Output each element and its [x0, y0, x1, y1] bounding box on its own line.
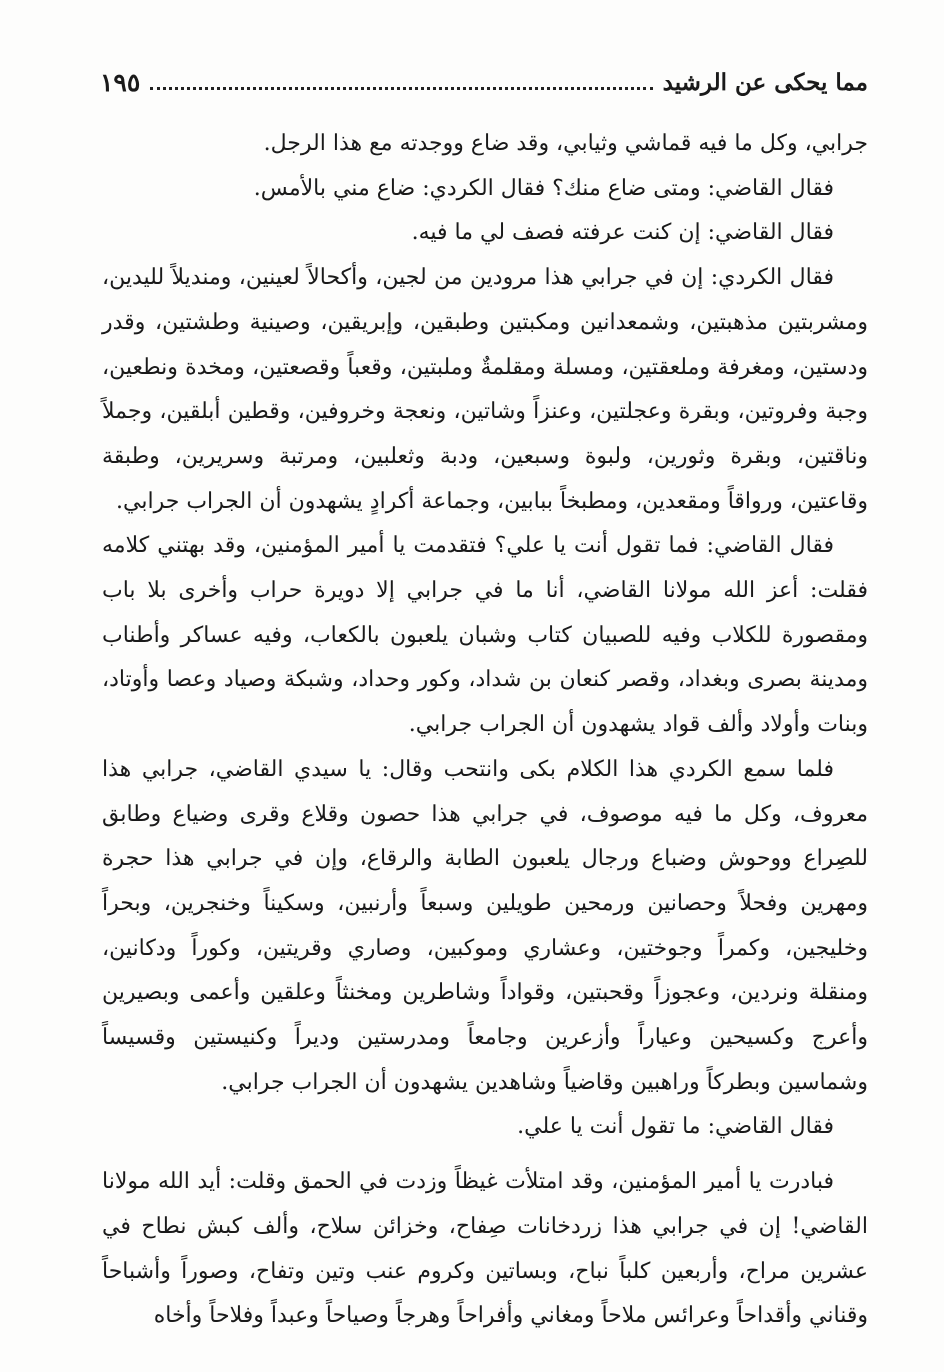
paragraph: فقال القاضي: إن كنت عرفته فصف لي ما فيه.: [411, 220, 834, 246]
paragraph: فبادرت يا أمير المؤمنين، وقد امتلأت غيظاً وزدت في الحمق وقلت: أيد الله مولانا القاضي! إن في جرابي هذا زردخانات صِفاح، وخزائن سلاح، وألف كبش نطاح في عشرين مراح، وأربعين كلباً نباح، وبساتين وكروم عنب وتين وتفاح، وصوراً وأشباحاً وقناني وأقداحاً وعرائس ملاحاً ومغاني وأفراحاً وهرجاً وصياحاً وعبداً وفلاحاً وأخاه: [102, 1169, 868, 1329]
page-number: ١٩٥: [100, 67, 141, 97]
paragraph: فقال القاضي: ومتى ضاع منك؟ فقال الكردي: ضاع مني بالأمس.: [253, 175, 834, 201]
paragraph: فقال الكردي: إن في جرابي هذا مرودين من لجين، وأكحالاً لعينين، ومنديلاً لليدين، ومشربتين مذهبتين، وشمعدانين ومكبتين وطبقين، وإبريقين، وصينية وطشتين، وقدر ودستين، ومغرفة وملعقتين، ومسلة ومقلمةٌ وملبتين، وقعباً وقصعتين، ومخدة ونطعين، وجبة وفروتين، وبقرة وعجلتين، وعنزاً وشاتين، ونعجة وخروفين، وقطين أبلقين، وجملاً وناقتين، وبقرة وثورين، ولبوة وسبعين، ودبة وثعلبين، ومرتبة وسريرين، وطبقة وقاعتين، ورواقاً ومقعدين، ومطبخاً ببابين، وجماعة أكرادٍ يشهدون أن الجراب جرابي.: [102, 265, 868, 514]
page-header: [100, 62, 868, 102]
page-body: [102, 122, 868, 1339]
dotted-leader: [150, 87, 652, 90]
paragraph: فقال القاضي: ما تقول أنت يا علي.: [517, 1114, 834, 1140]
running-title: مما يحكى عن الرشيد: [662, 68, 868, 96]
paragraph: فقال القاضي: فما تقول أنت يا علي؟ فتقدمت يا أمير المؤمنين، وقد بهتني كلامه فقلت: أعز الله مولانا القاضي، أنا ما في جرابي إلا دويرة حراب وأخرى بلا باب ومقصورة للكلاب وفيه للصبيان كتاب وشبان يلعبون بالكعاب، وفيه عساكر وأطناب ومدينة بصرى وبغداد، وقصر كنعان بن شداد، وكور وحداد، وشبكة وصياد وعصا وأوتاد، وبنات وأولاد وألف قواد يشهدون أن الجراب جرابي.: [102, 533, 868, 738]
paragraph: جرابي، وكل ما فيه قماشي وثيابي، وقد ضاع ووجدته مع هذا الرجل.: [263, 131, 868, 156]
paragraph: فلما سمع الكردي هذا الكلام بكى وانتحب وقال: يا سيدي القاضي، جرابي هذا معروف، وكل ما فيه موصوف، في جرابي هذا حصون وقلاع وقرى وضياع وطابق للصِراع ووحوش وضباع ورجال يلعبون الطابة والرقاع، وإن في جرابي هذا حجرة ومهرين وفحلاً وحصانين ورمحين طويلين وسبعاً وأرنبين، وسكيناً وخنجرين، وبحراً وخليجين، وكمراً وجوختين، وعشاري وموكبين، وصاري وقريتين، وكوراً ودكانين، ومنقلة ونردين، وعجوزاً وقحبتين، وقواداً وشاطرين ومخنثاً وعلقين وأعمى وبصيرين وأعرج وكسيحين وعياراً وأزعرين وجامعاً ومدرستين وديراً وكنيستين وقسيساً وشماسين وبطركاً وراهبين وقاضياً وشاهدين يشهدون أن الجراب جرابي.: [102, 756, 868, 1095]
